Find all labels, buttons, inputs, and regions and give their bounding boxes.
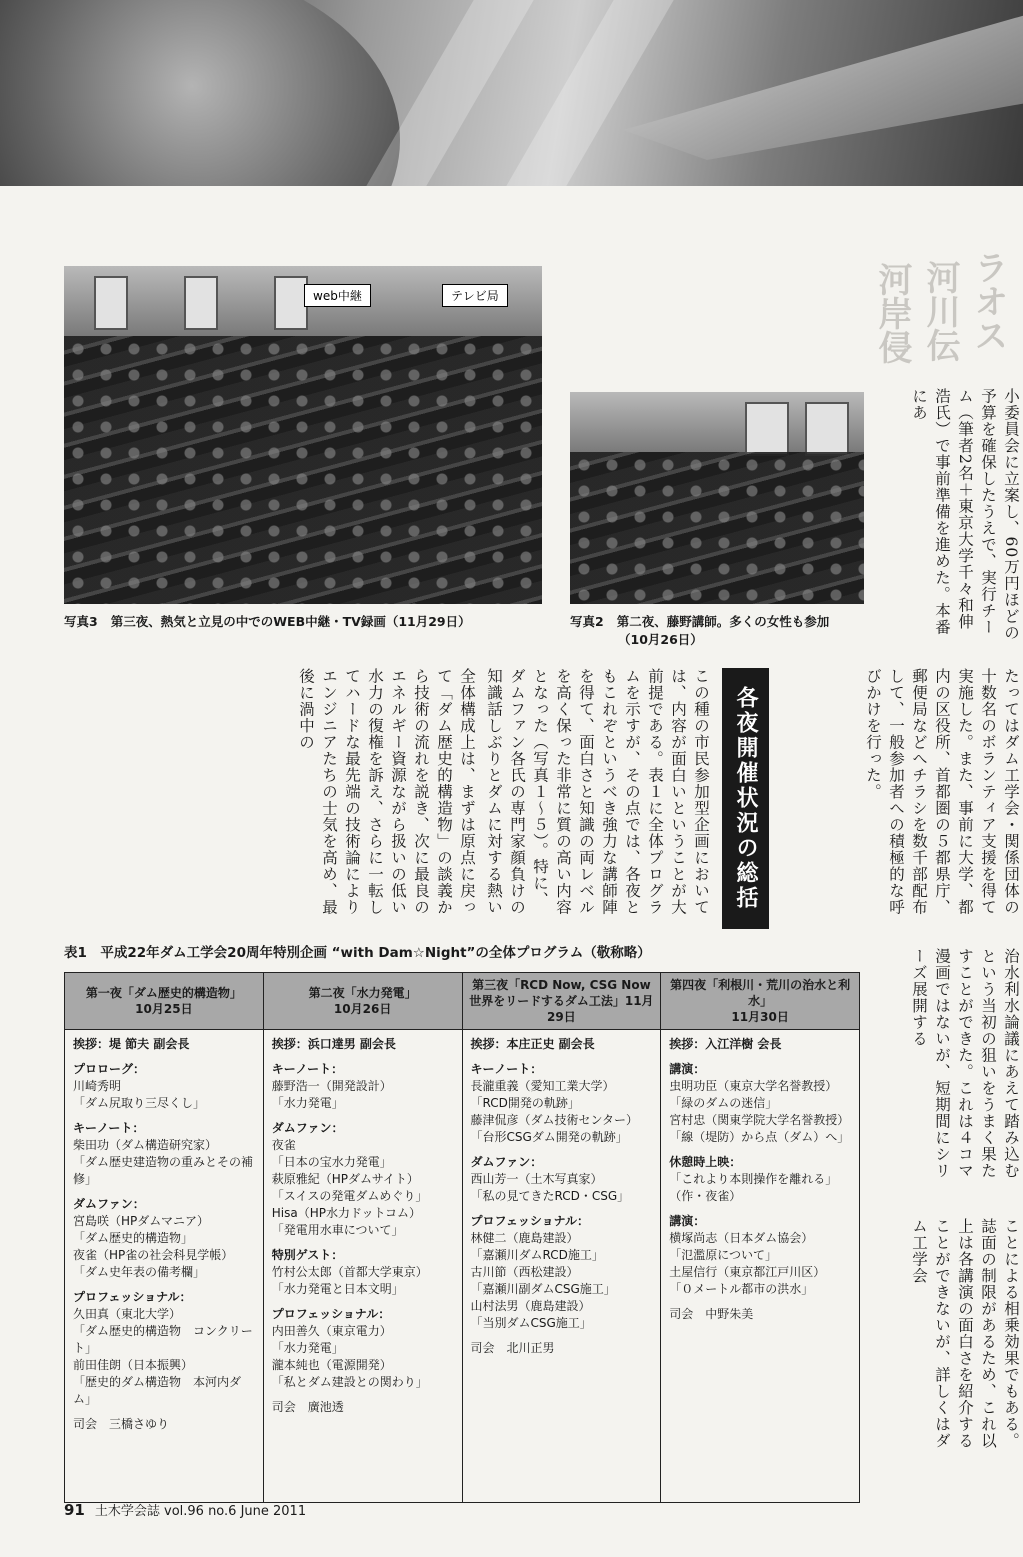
program-section-heading: プロフェッショナル： [271,1307,391,1321]
program-entry: 司会 北川正男 [470,1341,555,1355]
program-section-heading: 講演： [669,1214,706,1228]
photo-2-caption [570,613,829,649]
program-entry: 「水力発電」 [271,1096,344,1110]
light-streak [366,0,533,186]
program-entry: 内田善久（東京電力） [271,1324,392,1338]
program-entry: 宮村忠（関東学院大学名誉教授） [669,1113,850,1127]
body-column-6: ことによる相乗効果でもある。誌面の制限があるため、これ以上は各講演の面白さを紹介することができないが、詳しくはダム工学会 [910,1218,1020,1449]
table-cell-night-4 [661,1030,860,1503]
caption-line-2: （10月26日） [618,632,703,647]
program-section [272,1036,454,1053]
header-line-1: 第二夜「水力発電」 [308,986,417,1000]
program-entry: 「線（堤防）から点（ダム）へ」 [669,1130,850,1144]
program-entry: 川崎秀明 [73,1079,122,1093]
program-entry: 「日本の宝水力発電」 [271,1155,392,1169]
program-table [64,972,860,1503]
program-section [73,1036,255,1053]
program-entry: 「０メートル都市の洪水」 [669,1282,814,1296]
header-line-1: 第四夜「利根川・荒川の治水と利水」 [670,978,851,1008]
program-section [73,1196,255,1281]
journal-info: 土木学会誌 vol.96 no.6 June 2011 [94,1504,307,1519]
globe-graphic [0,0,400,186]
table-header-row [65,973,860,1030]
program-section-heading: 挨拶：本庄正史 副会長 [470,1037,595,1051]
page-number: 91 [64,1501,85,1519]
program-entry: 「氾濫原について」 [669,1248,778,1262]
program-entry: 瀧本純也（電源開発） [271,1358,392,1372]
program-entry: 「嘉瀬川ダムRCD施工」 [470,1248,604,1262]
table-body-row [65,1030,860,1503]
program-section [73,1416,255,1433]
page-footer [64,1500,306,1519]
program-section [272,1306,454,1391]
photo-audience [570,452,864,604]
light-streak [506,0,673,186]
header-line-2: 世界をリードするダム工法」11月29日 [469,994,654,1024]
program-entry: 「歴史的ダム構造物 本河内ダム」 [73,1375,242,1406]
table-header-night-4 [661,973,860,1030]
program-section [272,1061,454,1112]
program-entry: 「ダム歴史的構造物 コンクリート」 [73,1324,253,1355]
program-section [669,1213,851,1298]
program-entry: 久田真（東北大学） [73,1307,182,1321]
body-column-3: この種の市民参加型企画においては、内容が面白いということが大前提である。表１に全体プログラムを示すが、その点では、各夜ともこれぞというべき強力な講師陣を得て、面白さと知識の両レベルを高く保った非常に質の高い内容となった（写真１〜５）。特に、ダムファン各氏の専門家顔負けの知識話しぶりとダムに対する熱い [485,668,710,916]
program-entry: 「当別ダムCSG施工」 [470,1316,592,1330]
table-cell-night-3 [462,1030,661,1503]
program-entry: 長瀧重義（愛知工業大学） [470,1079,615,1093]
program-entry: 萩原雅紀（HPダムサイト） [271,1172,419,1186]
program-section [73,1061,255,1112]
ghost-text-3: 河岸侵 [872,262,912,364]
ghost-text-2: 河川伝 [920,260,960,362]
program-entry: 「嘉瀬川副ダムCSG施工」 [470,1282,616,1296]
program-entry: 虫明功臣（東京大学名誉教授） [669,1079,838,1093]
program-section-heading: キーノート： [73,1121,145,1135]
photo-window [94,276,128,330]
table-cell-night-2 [263,1030,462,1503]
photo-window [184,276,218,330]
header-line-2: 10月26日 [333,1002,392,1016]
caption-line-1: 第二夜、藤野講師。多くの女性も参加 [616,614,830,629]
body-column-5: 治水利水論議にあえて踏み込むという当初の狙いをうまく果たすことができた。これは４コマ漫画ではないが、短期間にシリーズ展開する [910,948,1020,1179]
program-section-heading: プロフェッショナル： [73,1290,192,1304]
program-entry: 「台形CSGダム開発の軌跡」 [470,1130,628,1144]
program-section-heading: プロフェッショナル： [470,1214,590,1228]
table-title: 表1 平成22年ダム工学会20周年特別企画 “with Dam☆Night”の全体プログラム（敬称略） [64,945,651,961]
program-entry: 「ダム史年表の備考欄」 [73,1265,206,1279]
program-section [669,1154,851,1205]
program-entry: 土屋信行（東京都江戸川区） [669,1265,826,1279]
program-entry: 藤野浩一（開発設計） [271,1079,392,1093]
program-section [272,1247,454,1298]
program-section-heading: 挨拶：浜口達男 副会長 [271,1037,396,1051]
aircraft-graphic [623,10,1023,160]
program-section [73,1289,255,1408]
program-section [471,1154,653,1205]
program-entry: 「スイスの発電ダムめぐり」 [271,1189,428,1203]
program-section [272,1120,454,1239]
program-section [669,1036,851,1053]
program-section [669,1061,851,1146]
program-section-heading: 挨拶：堤 節夫 副会長 [73,1037,190,1051]
program-entry: 「ダム尻取り三尽くし」 [73,1096,206,1110]
body-column-4: 全体構成上は、まずは原点に戻って「ダム歴史的構造物」の談義から技術の流れを説き、次に最良のエネルギー資源ながら扱いの低い水力の復権を訴え、さらに一転してハードな最先端の技術論によりエンジニアたちの士気を高め、最後に渦中の [297,668,476,916]
program-entry: 竹村公太郎（首都大学東京） [271,1265,428,1279]
program-entry: 「RCD開発の軌跡」 [470,1096,580,1110]
photo-window [274,276,308,330]
caption-text: 第三夜、熱気と立見の中でのWEB中継・TV録画（11月29日） [110,614,471,629]
photo-audience [64,336,542,604]
program-section-heading: ダムファン： [73,1197,145,1211]
header-line-1: 第一夜「ダム歴史的構造物」 [85,986,242,1000]
photo-2 [570,392,864,604]
program-entry: 「私の見てきたRCD・CSG」 [470,1189,630,1203]
body-column-2: たってはダム工学会・関係団体の十数名のボランティア支援を得て実施した。また、事前に大学、都内の区役所、首都圏の５都県庁、郵便局などへチラシを数千部配布して、一般参加者への積極的な呼びかけを行った。 [864,668,1020,916]
program-section [272,1399,454,1416]
program-entry: （作・夜雀） [669,1189,742,1203]
body-column-1: 小委員会に立案し、60万円ほどの予算を確保したうえで、実行チーム（筆者2名＋東京大学千々和伸浩氏）で事前準備を進めた。本番にあ [910,388,1020,641]
tag-web-relay: web中継 [304,284,371,307]
header-line-2: 10月25日 [135,1002,193,1016]
table-header-night-1 [65,973,264,1030]
program-entry: 司会 三橋さゆり [73,1417,170,1431]
tag-tv-station: テレビ局 [442,284,508,307]
program-entry: Hisa（HP水力ドットコム） [271,1206,422,1220]
program-section-heading: 休憩時上映： [669,1155,742,1169]
program-entry: 古川節（西松建設） [470,1265,579,1279]
program-entry: 「私とダム建設との関わり」 [271,1375,428,1389]
ghost-text-1: ラオス [968,250,1008,352]
table-cell-night-1 [65,1030,264,1503]
table-header-night-2 [263,973,462,1030]
header-line-2: 11月30日 [731,1010,789,1024]
program-entry: 司会 廣池透 [271,1400,344,1414]
photo-window [745,402,789,456]
program-section-heading: プロローグ： [73,1062,146,1076]
program-section [471,1061,653,1146]
photo-window [805,402,849,456]
program-entry: 司会 中野朱美 [669,1307,754,1321]
program-entry: 西山芳一（土木写真家） [470,1172,603,1186]
program-section-heading: ダムファン： [470,1155,543,1169]
program-section-heading: キーノート： [470,1062,543,1076]
program-entry: 夜雀（HP雀の社会科見学帳） [73,1248,234,1262]
photo-3 [64,266,542,604]
program-section [669,1306,851,1323]
program-entry: 「緑のダムの迷信」 [669,1096,778,1110]
photo-3-caption [64,613,471,631]
header-banner-image [0,0,1023,186]
program-entry: 「ダム歴史的構造物」 [73,1231,194,1245]
program-section [471,1036,653,1053]
program-section [471,1213,653,1332]
program-entry: 横塚尚志（日本ダム協会） [669,1231,814,1245]
program-entry: 「これより本則操作を離れる」 [669,1172,838,1186]
program-entry: 「ダム歴史建造物の重みとその補修」 [73,1155,254,1186]
program-section [73,1120,255,1188]
table-header-night-3 [462,973,661,1030]
program-entry: 「水力発電」 [271,1341,344,1355]
program-section [471,1340,653,1357]
program-entry: 藤津侃彦（ダム技術センター） [470,1113,639,1127]
program-entry: 林健二（鹿島建設） [470,1231,579,1245]
program-entry: 宮島咲（HPダムマニア） [73,1214,210,1228]
caption-label: 写真3 [64,614,98,629]
program-entry: 山村法男（鹿島建設） [470,1299,591,1313]
program-entry: 「発電用水車について」 [271,1223,404,1237]
program-section-heading: 講演： [669,1062,706,1076]
program-section-heading: 挨拶：入江洋樹 会長 [669,1037,782,1051]
section-heading: 各夜開催状況の総括 [722,668,769,929]
program-entry: 柴田功（ダム構造研究家） [73,1138,218,1152]
program-entry: 夜雀 [271,1138,296,1152]
caption-label: 写真2 [570,614,604,629]
program-entry: 前田佳朗（日本振興） [73,1358,194,1372]
header-line-1: 第三夜「RCD Now, CSG Now [472,978,651,992]
program-section-heading: ダムファン： [271,1121,344,1135]
program-section-heading: 特別ゲスト： [271,1248,344,1262]
program-section-heading: キーノート： [271,1062,344,1076]
program-entry: 「水力発電と日本文明」 [271,1282,404,1296]
